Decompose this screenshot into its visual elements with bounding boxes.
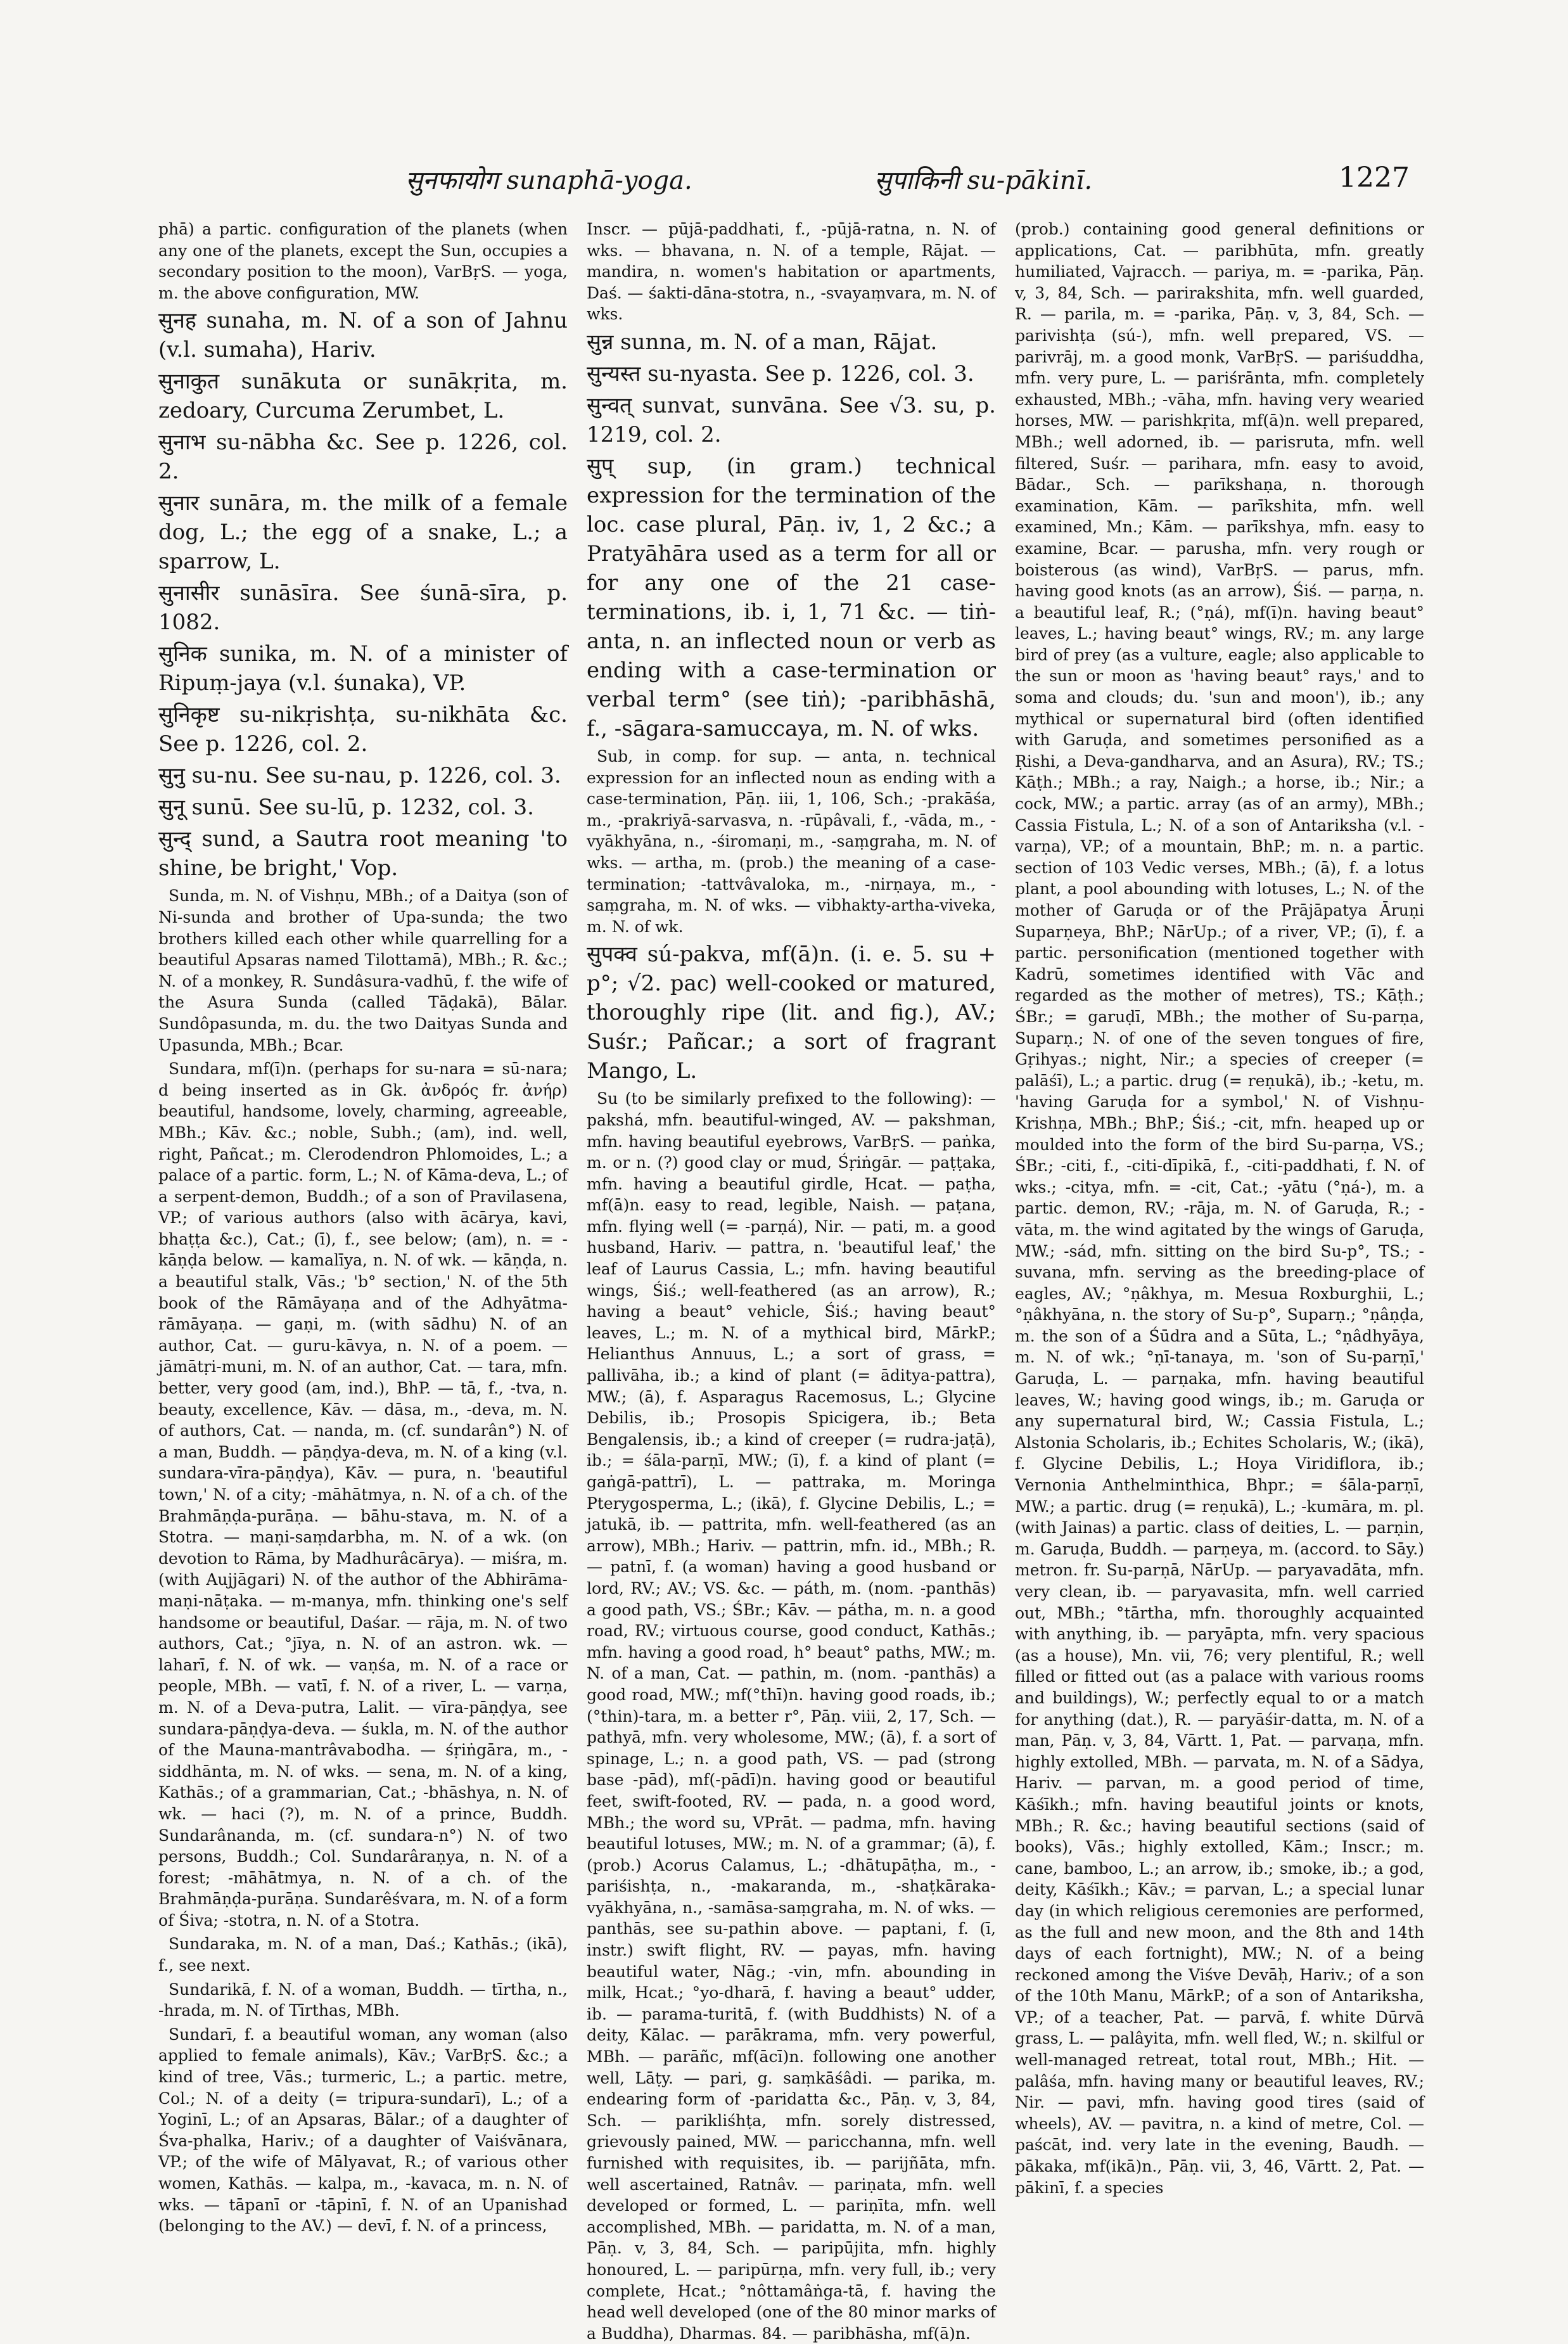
dictionary-entry: Sundarī, f. a beautiful woman, any woman (also applied to female animals), Kāv.; VarBṛS. &c.; a kind of tree, Vās.; turmeric, L.; a partic. metre, Col.; N. of a deity (= tripura-sundarī), L.; of a Yoginī, L.; of an Apsaras, Bālar.; of a daughter of Śva-phalka, Hariv.; of a daughter of Vaiśvānara, VP.; of the wife of Mālyavat, R.; of various other women, Kathās. — kalpa, m., -kavaca, m. n. N. of wks. — tāpanī or -tāpinī, f. N. of an Upanishad (belonging to the AV.) — devī, f. N. of a princess, [158, 2025, 568, 2236]
dictionary-entry: सुनु su-nu. See su-nau, p. 1226, col. 3. [158, 763, 561, 789]
dictionary-entry: phā) a partic. configuration of the planets (when any one of the planets, except the Sun, occupies a secondary position to the moon), VarBṛS. — yoga, m. the above configuration, MW. [158, 220, 568, 302]
column-3 [1015, 219, 1424, 2197]
header-left-headword: सुनफायोग sunaphā-yoga. [405, 166, 692, 195]
dictionary-entry: सुनू sunū. See su-lū, p. 1232, col. 3. [158, 795, 534, 821]
dictionary-entry: Sundarikā, f. N. of a woman, Buddh. — tīrtha, n., -hrada, m. N. of Tīrthas, MBh. [158, 1980, 568, 2020]
dictionary-entry: सुन्न sunna, m. N. of a man, Rājat. [587, 329, 938, 355]
header-right-headword: सुपाकिनी su-pākinī. [874, 166, 1093, 195]
dictionary-entry: सुनिक sunika, m. N. of a minister of Ripuṃ-jaya (v.l. śunaka), VP. [158, 641, 568, 696]
dictionary-entry: सुनिकृष्ट su-nikṛishṭa, su-nikhāta &c. See p. 1226, col. 2. [158, 702, 568, 757]
dictionary-entry: Sundara, mf(ī)n. (perhaps for su-nara = sū-nara; d being inserted as in Gk. ἀνδρός fr. ἀνήρ) beautiful, handsome, lovely, charming, agreeable, MBh.; Kāv. &c.; noble, Subh.; (am), ind. well, right, Pañcat.; m. Clerodendron Phlomoides, L.; a palace of a partic. form, L.; N. of Kāma-deva, L.; of a serpent-demon, Buddh.; of a son of Pravilasena, VP.; of various authors (also with ācārya, kavi, bhaṭṭa &c.), Cat.; (ī), f., see below; (am), n. = -kāṇḍa below. — kamalīya, n. N. of wk. — kāṇḍa, n. a beautiful stalk, Vās.; 'b° section,' N. of the 5th book of the Rāmāyaṇa and of the Adhyātma-rāmāyaṇa. — gaṇi, m. (with sādhu) N. of an author, Cat. — guru-kāvya, n. N. of a poem. — jāmātṛi-muni, m. N. of an author, Cat. — tara, mfn. better, very good (am, ind.), BhP. — tā, f., -tva, n. beauty, excellence, Kāv. — dāsa, m., -deva, m. N. of authors, Cat. — nanda, m. (cf. sundarân°) N. of a man, Buddh. — pāṇḍya-deva, m. N. of a king (v.l. sundara-vīra-pāṇḍya), Kāv. — pura, n. 'beautiful town,' N. of a city; -māhātmya, n. N. of a ch. of the Brahmāṇḍa-purāṇa. — bāhu-stava, m. N. of a Stotra. — maṇi-saṃdarbha, m. N. of a wk. (on devotion to Rāma, by Madhurâcārya). — miśra, m. (with Aujjāgari) N. of the author of the Abhirāma-maṇi-nāṭaka. — m-manya, mfn. thinking one's self handsome or beautiful, Daśar. — rāja, m. N. of two authors, Cat.; °jīya, n. N. of an astron. wk. — laharī, f. N. of wk. — vaṇśa, m. N. of a race or people, MBh. — vatī, f. N. of a river, L. — varṇa, m. N. of a Deva-putra, Lalit. — vīra-pāṇḍya, see sundara-pāṇḍya-deva. — śukla, m. N. of the author of the Mauna-mantrâvabodha. — śṛiṅgāra, m., -siddhānta, m. N. of wks. — sena, m. N. of a king, Kathās.; of a grammarian, Cat.; -bhāshya, n. N. of wk. — haci (?), m. N. of a prince, Buddh. Sundarânanda, m. (cf. sundara-n°) N. of two persons, Buddh.; Col. Sundarâraṇya, n. N. of a forest; -māhātmya, n. N. of a ch. of the Brahmāṇḍa-purāṇa. Sundarêśvara, m. N. of a form of Śiva; -stotra, n. N. of a Stotra. [158, 1060, 568, 1930]
dictionary-entry: सुनाभ su-nābha &c. See p. 1226, col. 2. [158, 430, 568, 485]
dictionary-entry: Sundaraka, m. N. of a man, Daś.; Kathās.; (ikā), f., see next. [158, 1935, 568, 1975]
column-1 [158, 219, 568, 2236]
dictionary-entry: सुनासीर sunāsīra. See śunā-sīra, p. 1082. [158, 580, 568, 636]
dictionary-entry: सुन्यस्त su-nyasta. See p. 1226, col. 3. [587, 361, 974, 387]
dictionary-entry: Sunda, m. N. of Vishṇu, MBh.; of a Daitya (son of Ni-sunda and brother of Upa-sunda; the two brothers killed each other while quarrelling for a beautiful Apsaras named Tilottamā), MBh.; R. &c.; N. of a monkey, R. Sundâsura-vadhū, f. the wife of the Asura Sunda (called Tāḍakā), Bālar. Sundôpasunda, m. du. the two Daityas Sunda and Upasunda, MBh.; Bcar. [158, 887, 568, 1054]
dictionary-entry: सुन्वत् sunvat, sunvāna. See √3. su, p. 1219, col. 2. [587, 392, 996, 447]
dictionary-entry: सुनह sunaha, m. N. of a son of Jahnu (v.l. sumaha), Hariv. [158, 308, 568, 363]
running-header [158, 162, 1410, 200]
dictionary-entry: (prob.) containing good general definitions or applications, Cat. — paribhūta, mfn. greatly humiliated, Vajracch. — pariya, m. = -parika, Pāṇ. v, 3, 84, Sch. — parirakshita, mfn. well guarded, R. — parila, m. = -parika, Pāṇ. v, 3, 84, Sch. — parivishṭa (sú-), mfn. well prepared, VS. — parivrāj, m. a good monk, VarBṛS. — pariśuddha, mfn. very pure, L. — pariśrānta, mfn. completely exhausted, MBh.; -vāha, mfn. having very wearied horses, MW. — parishkṛita, mf(ā)n. well prepared, MBh.; well adorned, ib. — parisruta, mfn. well filtered, Suśr. — parihara, mfn. easy to avoid, Bādar., Sch. — parīkshaṇa, n. thorough examination, Kām. — parīkshita, mfn. well examined, Mn.; Kām. — parīkshya, mfn. easy to examine, Bcar. — parusha, mfn. very rough or boisterous (as wind), VarBṛS. — parus, mfn. having good knots (as an arrow), Śiś. — parṇa, n. a beautiful leaf, R.; (°ṇá), mf(ī)n. having beaut° leaves, L.; having beaut° wings, RV.; m. any large bird of prey (as a vulture, eagle; also applicable to the sun or moon as 'having beaut° rays,' and to soma and clouds; du. 'sun and moon'), ib.; any mythical or supernatural bird (often identified with Garuḍa, and sometimes personified as a Ṛishi, a Deva-gandharva, and an Asura), RV.; TS.; Kāṭh.; MBh.; a ray, Naigh.; a horse, ib.; Nir.; a cock, MW.; a partic. array (as of an army), MBh.; Cassia Fistula, L.; N. of a son of Antariksha (v.l. -varṇa), VP.; of a mountain, BhP.; m. n. a partic. section of 103 Vedic verses, MBh.; (ā), f. a lotus plant, a pool abounding with lotuses, L.; N. of the mother of Garuḍa or of the Prājāpatya Āruṇi Suparṇeya, BhP.; NārUp.; of a river, VP.; (ī), f. a partic. personification (mentioned together with Kadrū, sometimes identified with Vāc and regarded as the mother of metres), TS.; Kāṭh.; ŚBr.; = garuḍī, MBh.; the mother of Su-parṇa, Suparṇ.; N. of one of the seven tongues of fire, Gṛihyas.; night, Nir.; a species of creeper (= palāśī), L.; a partic. drug (= reṇukā), ib.; -ketu, m. 'having Garuḍa for a symbol,' N. of Vishṇu-Krishṇa, MBh.; BhP.; Śiś.; -cit, mfn. heaped up or moulded into the form of the bird Su-parṇa, VS.; ŚBr.; -citi, f., -citi-dīpikā, f., -citi-paddhati, f. N. of wks.; -citya, mfn. = -cit, Cat.; -yātu (°ṇá-), m. a partic. demon, RV.; -rāja, m. N. of Garuḍa, R.; -vāta, m. the wind agitated by the wings of Garuḍa, MW.; -sád, mfn. sitting on the bird Su-p°, TS.; -suvana, mfn. serving as the breeding-place of eagles, AV.; °ṇâkhya, m. Mesua Roxburghii, L.; °ṇâkhyāna, n. the story of Su-p°, Suparṇ.; °ṇâṇḍa, m. the son of a Śūdra and a Sūta, L.; °ṇâdhyāya, m. N. of wk.; °ṇī-tanaya, m. 'son of Su-parṇī,' Garuḍa, L. — parṇaka, mfn. having beautiful leaves, W.; having good wings, ib.; m. Garuḍa or any supernatural bird, W.; Cassia Fistula, L.; Alstonia Scholaris, ib.; Echites Scholaris, W.; (ikā), f. Glycine Debilis, L.; Hoya Viridiflora, ib.; Vernonia Anthelminthica, Bhpr.; = śāla-parṇī, MW.; a partic. drug (= reṇukā), L.; -kumāra, m. pl. (with Jainas) a partic. class of deities, L. — parṇin, m. Garuḍa, Buddh. — parṇeya, m. (accord. to Sāy.) metron. fr. Su-parṇā, NārUp. — paryavadāta, mfn. very clean, ib. — paryavasita, mfn. well carried out, MBh.; °tārtha, mfn. thoroughly acquainted with anything, ib. — paryāpta, mfn. very spacious (as a house), Mn. vii, 76; very plentiful, R.; well filled or fitted out (as a palace with various rooms and buildings), W.; perfectly equal to or a match for anything (dat.), R. — paryāśir-datta, m. N. of a man, Pāṇ. v, 3, 84, Vārtt. 1, Pat. — parvaṇa, mfn. highly extolled, MBh. — parvata, m. N. of a Sādya, Hariv. — parvan, m. a good period of time, Kāśīkh.; mfn. having beautiful joints or knots, MBh.; R. &c.; having beautiful sections (said of books), Vās.; highly extolled, Kām.; Inscr.; m. cane, bamboo, L.; an arrow, ib.; smoke, ib.; a god, deity, Kāśīkh.; Kāv.; = parvan, L.; a special lunar day (in which religious ceremonies are performed, as the full and new moon, and the 8th and 14th days of each fortnight), MW.; N. of a being reckoned among the Viśve Devāḥ, Hariv.; of a son of the 10th Manu, MārkP.; of a son of Antariksha, VP.; of a teacher, Pat. — parvā, f. white Dūrvā grass, L. — palâyita, mfn. well fled, W.; n. skilful or well-managed retreat, total rout, MBh.; Hit. — palâśa, mfn. having many or beautiful leaves, RV.; Nir. — pavi, mfn. having good tires (said of wheels), AV. — pavitra, n. a kind of metre, Col. — paścāt, ind. very late in the evening, Baudh. — pākaka, mf(ikā)n., Pāṇ. vii, 3, 46, Vārtt. 2, Pat. — pākinī, f. a species [1015, 220, 1424, 2197]
dictionary-entry: Su (to be similarly prefixed to the following): — pakshá, mfn. beautiful-winged, AV. — pakshman, mfn. having beautiful eyebrows, VarBṛS. — paṅka, m. or n. (?) good clay or mud, Śṛiṅgār. — paṭṭaka, mfn. having a beautiful girdle, Hcat. — paṭha, mf(ā)n. easy to read, legible, Naish. — paṭana, mfn. flying well (= -parṇá), Nir. — pati, m. a good husband, Hariv. — pattra, n. 'beautiful leaf,' the leaf of Laurus Cassia, L.; mfn. having beautiful wings, Śiś.; well-feathered (as an arrow), R.; having a beaut° vehicle, Śiś.; having beaut° leaves, L.; m. N. of a mythical bird, MārkP.; Helianthus Annuus, L.; a sort of grass, = pallivāha, ib.; a kind of plant (= āditya-pattra), MW.; (ā), f. Asparagus Racemosus, L.; Glycine Debilis, ib.; Prosopis Spicigera, ib.; Beta Bengalensis, ib.; a kind of creeper (= rudra-jaṭā), ib.; = śāla-parṇī, MW.; (ī), f. a kind of plant (= gaṅgā-pattrī), L. — pattraka, m. Moringa Pterygosperma, L.; (ikā), f. Glycine Debilis, L.; = jatukā, ib. — pattrita, mfn. well-feathered (as an arrow), MBh.; Hariv. — pattrin, mfn. id., MBh.; R. — patnī, f. (a woman) having a good husband or lord, RV.; AV.; VS. &c. — páth, m. (nom. -panthās) a good path, VS.; ŚBr.; Kāv. — pátha, m. n. a good road, RV.; virtuous course, good conduct, Kathās.; mfn. having a good road, h° beaut° paths, MW.; m. N. of a man, Cat. — pathin, m. (nom. -panthās) a good road, MW.; mf(°thī)n. having good roads, ib.; (°thin)-tara, m. a better r°, Pāṇ. viii, 2, 17, Sch. — pathyā, mfn. very wholesome, MW.; (ā), f. a sort of spinage, L.; n. a good path, VS. — pad (strong base -pād), mf(-pādī)n. having good or beautiful feet, swift-footed, RV. — pada, n. a good word, MBh.; the word su, VPrāt. — padma, mfn. having beautiful lotuses, MW.; m. N. of a grammar; (ā), f. (prob.) Acorus Calamus, L.; -dhātupāṭha, m., -pariśishṭa, n., -makaranda, m., -shaṭkāraka-vyākhyāna, n., -samāsa-saṃgraha, m. N. of wks. — panthās, see su-pathin above. — paptani, f. (ī, instr.) swift flight, RV. — payas, mfn. having beautiful water, Nāg.; -vin, mfn. abounding in milk, Hcat.; °yo-dharā, f. having a beaut° udder, ib. — parama-turitā, f. (with Buddhists) N. of a deity, Kālac. — parākrama, mfn. very powerful, MBh. — parāñc, mf(ācī)n. following one another well, Lāṭy. — pari, g. saṃkāśâdi. — parika, m. endearing form of -paridatta &c., Pāṇ. v, 3, 84, Sch. — parikliśhṭa, mfn. sorely distressed, grievously pained, MW. — paricchanna, mfn. well furnished with requisites, ib. — parijñāta, mfn. well ascertained, Ratnâv. — pariṇata, mfn. well developed or formed, L. — pariṇīta, mfn. well accomplished, MBh. — paridatta, m. N. of a man, Pāṇ. v, 3, 84, Sch. — paripūjita, mfn. highly honoured, L. — paripūrṇa, mfn. very full, ib.; very complete, Hcat.; °nôttamâṅga-tā, f. having the head well developed (one of the 80 minor marks of a Buddha), Dharmas. 84. — paribhāsha, mf(ā)n. [587, 1089, 996, 2343]
dictionary-entry: सुन्द् sund, a Sautra root meaning 'to shine, be bright,' Vop. [158, 826, 568, 881]
dictionary-entry: Sub, in comp. for sup. — anta, n. technical expression for an inflected noun as ending with a case-termination, Pāṇ. iii, 1, 106, Sch.; -prakāśa, m., -prakriyā-sarvasva, n. -rūpâvali, f., -vāda, m., -vyākhyāna, n., -śiromaṇi, m., -saṃgraha, m. N. of wks. — artha, m. (prob.) the meaning of a case-termination; -tattvâvaloka, m., -nirṇaya, m., -saṃgraha, m. N. of wks. — vibhakty-artha-viveka, m. N. of wk. [587, 746, 996, 936]
page-number: 1227 [1339, 162, 1410, 194]
dictionary-entry: सुनाकुत sunākuta or sunākṛita, m. zedoary, Curcuma Zerumbet, L. [158, 369, 568, 424]
dictionary-entry: सुनार sunāra, m. the milk of a female dog, L.; the egg of a snake, L.; a sparrow, L. [158, 490, 568, 575]
dictionary-entry: सुप् sup, (in gram.) technical expression for the termination of the loc. case plural, Pāṇ. iv, 1, 2 &c.; a Pratyāhāra used as a term for all or for any one of the 21 case-terminations, ib. i, 1, 71 &c. — tiṅ-anta, n. an inflected noun or verb as ending with a case-termination or verbal term° (see tiṅ); -paribhāshā, f., -sāgara-samuccaya, m. N. of wks. [587, 453, 996, 741]
column-2 [587, 219, 996, 2343]
dictionary-entry: सुपक्व sú-pakva, mf(ā)n. (i. e. 5. su + p°; √2. pac) well-cooked or matured, thoroughly ripe (lit. and fig.), AV.; Suśr.; Pañcar.; a sort of fragrant Mango, L. [587, 942, 996, 1084]
dictionary-entry: Inscr. — pūjā-paddhati, f., -pūjā-ratna, n. N. of wks. — bhavana, n. N. of a temple, Rājat. — mandira, n. women's habitation or apartments, Daś. — śakti-dāna-stotra, n., -svayaṃvara, m. N. of wks. [587, 220, 996, 324]
text-columns [158, 219, 1425, 2343]
